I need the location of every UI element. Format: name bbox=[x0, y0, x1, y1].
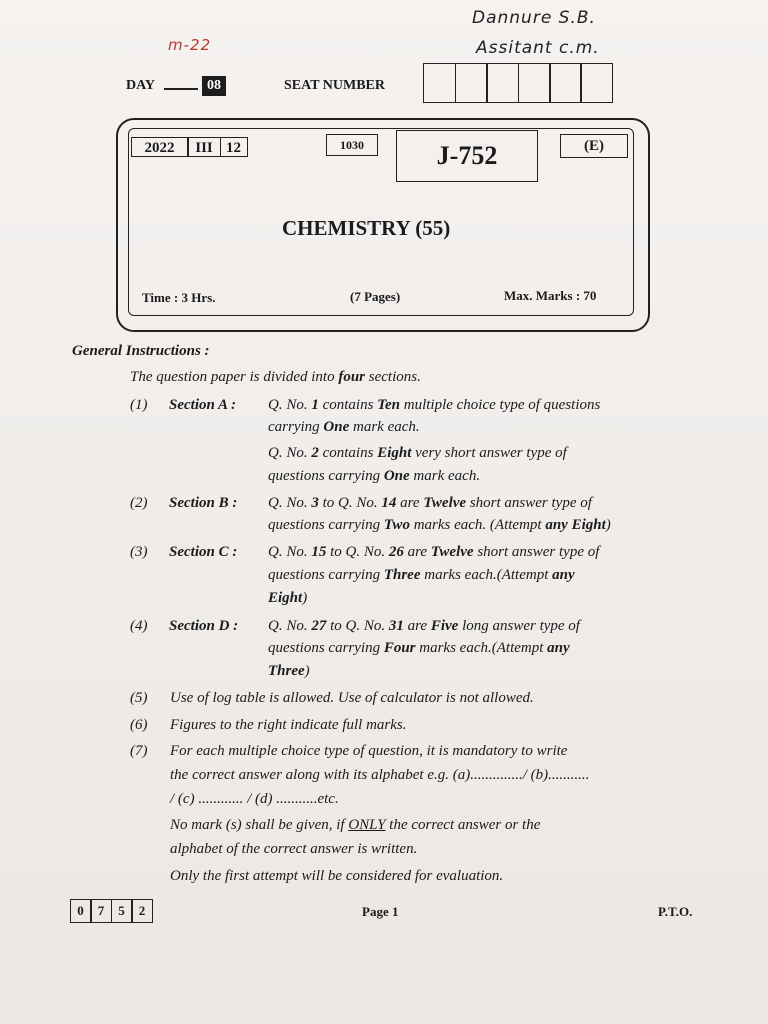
intro-bold: four bbox=[338, 369, 366, 385]
instruction-line bbox=[268, 495, 592, 512]
text: mark each. bbox=[409, 468, 481, 484]
instruction-line bbox=[268, 590, 307, 607]
text: Q. No. bbox=[268, 445, 312, 461]
bold-text: any Eight bbox=[545, 517, 606, 533]
text: multiple choice type of questions bbox=[399, 397, 601, 413]
instruction-line bbox=[170, 817, 540, 834]
text: contains bbox=[318, 445, 378, 461]
instruction-line bbox=[268, 663, 310, 680]
code-digit: 7 bbox=[90, 899, 112, 923]
text: short answer type of bbox=[466, 495, 592, 511]
bold-text: Eight bbox=[268, 590, 303, 606]
bold-text: Eight bbox=[377, 445, 412, 461]
text: questions carrying bbox=[268, 517, 384, 533]
bold-text: any bbox=[547, 640, 570, 656]
instruction-line bbox=[268, 468, 480, 485]
bold-text: Twelve bbox=[430, 544, 474, 560]
bold-text: One bbox=[383, 468, 410, 484]
bold-text: One bbox=[323, 419, 350, 435]
section-a-label: Section A : bbox=[169, 397, 236, 413]
paper-session: III bbox=[187, 137, 221, 157]
text: questions carrying bbox=[268, 567, 384, 583]
bold-text: Three bbox=[268, 663, 305, 679]
text: marks each.(Attempt bbox=[420, 567, 553, 583]
item-number: (7) bbox=[130, 743, 148, 759]
intro-text: sections. bbox=[365, 369, 421, 385]
instruction-line: / (c) ............ / (d) ...........etc. bbox=[170, 791, 339, 807]
instruction-line bbox=[268, 640, 570, 657]
text: are bbox=[403, 618, 431, 634]
seat-box bbox=[518, 63, 551, 103]
text: mark each. bbox=[349, 419, 420, 435]
text: Q. No. bbox=[268, 495, 312, 511]
item-number: (1) bbox=[130, 397, 148, 413]
text: long answer type of bbox=[458, 618, 580, 634]
text: ) bbox=[302, 590, 308, 606]
item-number: (5) bbox=[130, 690, 148, 706]
text: No mark (s) shall be given, if bbox=[170, 817, 349, 833]
intro-text: The question paper is divided into bbox=[130, 369, 339, 385]
underlined-text: ONLY bbox=[348, 817, 386, 833]
section-d-label: Section D : bbox=[169, 618, 239, 634]
text: carrying bbox=[268, 419, 324, 435]
day-label: DAY bbox=[126, 78, 156, 93]
text: Q. No. bbox=[268, 618, 312, 634]
text: are bbox=[396, 495, 424, 511]
code-digit: 2 bbox=[131, 899, 153, 923]
paper-year: 2022 bbox=[131, 137, 189, 157]
bold-text: 27 bbox=[311, 618, 327, 634]
paper-medium: (E) bbox=[560, 134, 628, 158]
please-turn-over: P.T.O. bbox=[658, 904, 693, 919]
code-digit: 5 bbox=[111, 899, 133, 923]
seat-box bbox=[423, 63, 456, 103]
text: ) bbox=[605, 517, 611, 533]
item-number: (2) bbox=[130, 495, 148, 511]
subject-title: CHEMISTRY (55) bbox=[282, 216, 451, 240]
seat-number-boxes bbox=[425, 63, 613, 103]
bold-text: 31 bbox=[388, 618, 404, 634]
text: marks each.(Attempt bbox=[415, 640, 548, 656]
paper-time-code: 1030 bbox=[326, 134, 378, 156]
instruction-line bbox=[268, 419, 420, 436]
text: short answer type of bbox=[473, 544, 600, 560]
text: to Q. No. bbox=[326, 544, 389, 560]
text: ) bbox=[304, 663, 310, 679]
paper-date: 12 bbox=[220, 137, 248, 157]
bold-text: Four bbox=[383, 640, 416, 656]
text: Q. No. bbox=[268, 544, 312, 560]
instruction-line: Use of log table is allowed. Use of calculator is not allowed. bbox=[170, 690, 534, 706]
instruction-line: the correct answer along with its alphabet e.g. (a)............../ (b)........... bbox=[170, 767, 590, 783]
handwritten-role: Assitant c.m. bbox=[476, 38, 600, 58]
bold-text: any bbox=[552, 567, 575, 583]
day-dash bbox=[164, 88, 198, 90]
instructions-intro bbox=[130, 369, 421, 386]
text: marks each. (Attempt bbox=[409, 517, 546, 533]
instruction-line: Only the first attempt will be considered for evaluation. bbox=[170, 868, 504, 884]
item-number: (6) bbox=[130, 717, 148, 733]
bold-text: Ten bbox=[377, 397, 400, 413]
handwritten-name: Dannure S.B. bbox=[472, 8, 596, 28]
text: contains bbox=[318, 397, 378, 413]
bold-text: 1 bbox=[311, 397, 319, 413]
paper-pages: (7 Pages) bbox=[350, 289, 401, 304]
bold-text: 14 bbox=[381, 495, 397, 511]
text: to Q. No. bbox=[318, 495, 382, 511]
text: the correct answer or the bbox=[385, 817, 541, 833]
bold-text: 26 bbox=[388, 544, 404, 560]
item-number: (4) bbox=[130, 618, 148, 634]
seat-number-label: SEAT NUMBER bbox=[284, 78, 386, 93]
seat-box bbox=[455, 63, 488, 103]
paper-date-code bbox=[132, 137, 248, 157]
instruction-line bbox=[268, 517, 611, 534]
instruction-line: Figures to the right indicate full marks. bbox=[170, 717, 407, 733]
section-c-label: Section C : bbox=[169, 544, 238, 560]
paper-max-marks: Max. Marks : 70 bbox=[504, 288, 597, 303]
page-number: Page 1 bbox=[362, 904, 399, 919]
day-number: 08 bbox=[202, 76, 226, 96]
handwritten-month: m-22 bbox=[168, 36, 212, 54]
bold-text: Three bbox=[383, 567, 421, 583]
paper-time: Time : 3 Hrs. bbox=[142, 290, 216, 305]
bold-text: Five bbox=[430, 618, 459, 634]
section-b-label: Section B : bbox=[169, 495, 238, 511]
instruction-line bbox=[268, 445, 567, 462]
bold-text: 15 bbox=[311, 544, 327, 560]
instruction-line: alphabet of the correct answer is written. bbox=[170, 841, 418, 857]
instruction-line bbox=[268, 567, 575, 584]
seat-box bbox=[580, 63, 613, 103]
paper-code: J-752 bbox=[396, 130, 538, 182]
seat-box bbox=[486, 63, 519, 103]
instructions-heading: General Instructions : bbox=[72, 343, 210, 359]
bold-text: Twelve bbox=[423, 495, 467, 511]
text: questions carrying bbox=[268, 468, 384, 484]
text: to Q. No. bbox=[326, 618, 389, 634]
seat-box bbox=[549, 63, 582, 103]
bold-text: Two bbox=[383, 517, 410, 533]
text: questions carrying bbox=[268, 640, 384, 656]
instruction-line bbox=[268, 397, 600, 414]
instruction-line bbox=[268, 544, 599, 561]
text: very short answer type of bbox=[411, 445, 567, 461]
code-digit: 0 bbox=[70, 899, 92, 923]
footer-paper-code bbox=[71, 899, 153, 923]
instruction-line bbox=[268, 618, 580, 635]
text: are bbox=[403, 544, 431, 560]
bold-text: 3 bbox=[311, 495, 319, 511]
item-number: (3) bbox=[130, 544, 148, 560]
instruction-line: For each multiple choice type of question, it is mandatory to write bbox=[170, 743, 568, 759]
text: Q. No. bbox=[268, 397, 312, 413]
bold-text: 2 bbox=[311, 445, 319, 461]
